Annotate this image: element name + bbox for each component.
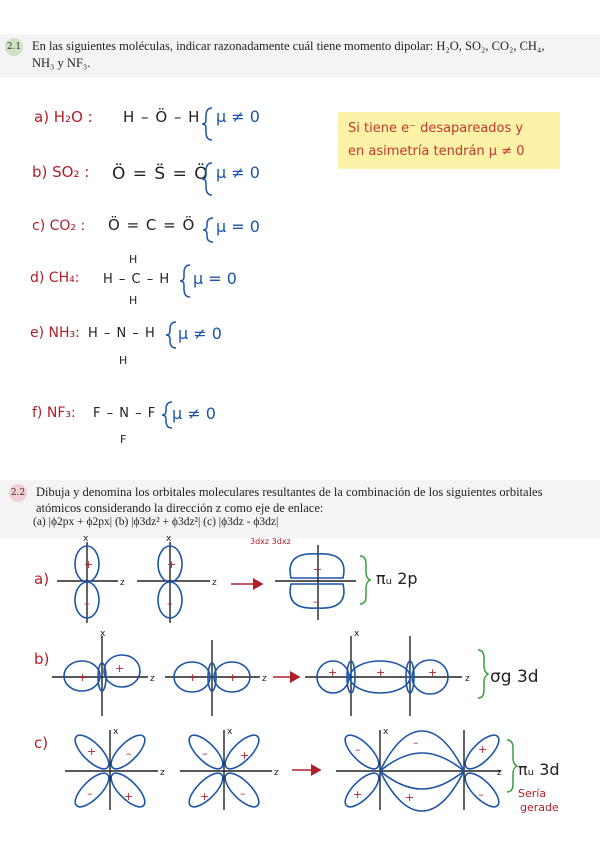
axis-x-label: x (100, 629, 106, 639)
question-number-badge: 2.2 (9, 484, 27, 502)
axis-x-label: x (113, 727, 119, 737)
dipole-result: μ ≠ 0 (178, 324, 222, 343)
lewis-structure: Ö = S̈ = Ö (112, 164, 209, 184)
axis-x-label: x (83, 534, 89, 544)
question-text-line1: Dibuja y denomina los orbitales moleculares resultantes de la combinación de los siguientes orbitales (36, 485, 543, 499)
plus-sign: + (124, 790, 134, 803)
orbital-result: πᵤ 2p (376, 569, 418, 588)
minus-sign: – (355, 743, 361, 756)
plus-sign: + (240, 749, 250, 762)
axis-z-label: z (160, 768, 165, 778)
question-text-line2: atómicos considerando la dirección z como eje de enlace: (36, 501, 324, 515)
substituent-top: H (129, 253, 139, 266)
plus-sign: + (188, 671, 198, 684)
minus-sign: – (87, 787, 93, 800)
minus-sign: – (413, 736, 419, 749)
axis-x-label: x (354, 629, 360, 639)
plus-sign: + (353, 788, 363, 801)
lewis-structure: H – C – H (103, 272, 171, 287)
plus-sign: + (376, 666, 386, 679)
axis-z-label: z (497, 768, 502, 778)
substituent-bottom: H (129, 294, 139, 307)
substituent-bottom: H (119, 354, 129, 367)
minus-sign: – (167, 597, 173, 610)
lewis-structure: H – Ö – H (123, 108, 201, 126)
molecule-label: c) CO₂ : (32, 218, 86, 234)
axis-z-label: z (120, 578, 125, 588)
axis-z-label: z (262, 674, 267, 684)
molecule-label: d) CH₄: (30, 270, 80, 286)
axis-x-label: x (383, 727, 389, 737)
minus-sign: – (202, 747, 208, 760)
plus-sign: + (87, 745, 97, 758)
question-number-badge: 2.1 (5, 38, 23, 56)
plus-sign: + (478, 743, 488, 756)
plus-sign: + (200, 790, 210, 803)
axis-z-label: z (212, 578, 217, 588)
plus-sign: + (328, 666, 338, 679)
plus-sign: + (167, 558, 177, 571)
orbital-label: c) (34, 734, 49, 752)
plus-sign: + (428, 666, 438, 679)
orbital-label: b) (34, 650, 50, 668)
plus-sign: + (84, 558, 94, 571)
orbital-note: gerade (520, 801, 559, 814)
axis-z-label: z (465, 674, 470, 684)
lewis-structure: H – N – H (88, 326, 156, 341)
orbital-result: πᵤ 3d (518, 760, 560, 779)
lewis-structure: Ö = C = Ö (108, 216, 196, 234)
dipole-result: μ ≠ 0 (172, 404, 216, 423)
orbital-row-b (34, 629, 539, 716)
orbital-annotation: 3dxz 3dxz (250, 537, 291, 546)
dipole-result: μ ≠ 0 (216, 107, 260, 126)
plus-sign: + (115, 662, 125, 675)
orbital-note: Sería (518, 787, 547, 800)
axis-x-label: x (166, 534, 172, 544)
molecule-label: f) NF₃: (32, 405, 76, 421)
question-text-line1: En las siguientes moléculas, indicar razonadamente cuál tiene momento dipolar: H₂O, SO₂, CO₂, CH₄, (32, 39, 545, 53)
molecule-label: e) NH₃: (30, 325, 80, 341)
dipole-result: μ = 0 (216, 217, 260, 236)
orbital-row-c (34, 727, 560, 814)
minus-sign: – (126, 747, 132, 760)
note-line-2: en asimetría tendrán μ ≠ 0 (348, 144, 525, 159)
minus-sign: – (84, 597, 90, 610)
question-text-line3: (a) |ϕ2px + ϕ2px| (b) |ϕ3dz² + ϕ3dz²| (c) |ϕ3dz - ϕ3dz| (33, 516, 279, 528)
minus-sign: – (478, 788, 484, 801)
axis-x-label: x (227, 727, 233, 737)
plus-sign: + (78, 671, 88, 684)
orbital-result: σg 3d (490, 667, 539, 687)
molecule-label: a) H₂O : (34, 108, 93, 126)
minus-sign: – (240, 787, 246, 800)
note-line-1: Si tiene e⁻ desapareados y (348, 121, 524, 136)
question-text-line2: NH₃ y NF₃. (32, 56, 91, 70)
substituent-bottom: F (120, 433, 128, 446)
axis-z-label: z (150, 674, 155, 684)
plus-sign: + (228, 671, 238, 684)
braces-q1 (162, 108, 213, 428)
molecule-label: b) SO₂ : (32, 163, 90, 181)
plus-sign: + (405, 791, 415, 804)
lewis-structure: F – N – F (93, 406, 157, 421)
minus-sign: – (313, 595, 319, 608)
orbital-row-a (34, 534, 418, 623)
dipole-result: μ = 0 (193, 269, 237, 288)
axis-z-label: z (274, 768, 279, 778)
orbital-label: a) (34, 570, 50, 588)
plus-sign: + (313, 563, 323, 576)
dipole-result: μ ≠ 0 (216, 163, 260, 182)
